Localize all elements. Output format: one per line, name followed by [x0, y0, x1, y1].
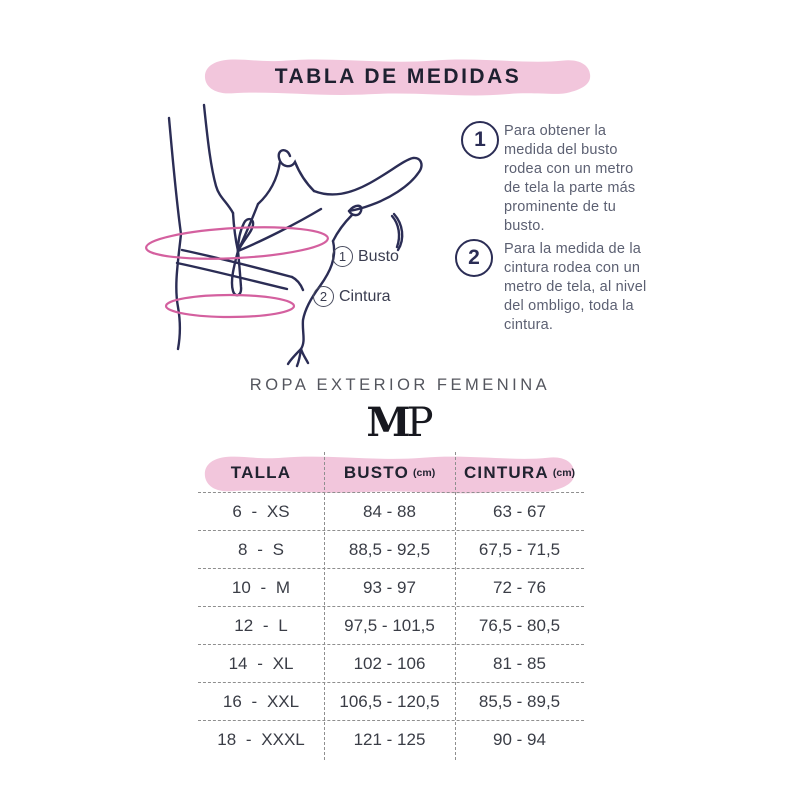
busto-header-unit: (cm)	[413, 467, 436, 479]
waist-number-badge: 2	[313, 286, 334, 307]
cell-talla: 10 - M	[231, 577, 291, 597]
waist-measure-ellipse	[166, 295, 294, 317]
cell-talla: 18 - XXXL	[217, 729, 305, 749]
cell-cintura: 76,5 - 80,5	[478, 615, 561, 635]
table-row	[198, 720, 584, 758]
column-header-cintura	[455, 450, 584, 496]
cell-busto: 106,5 - 120,5	[339, 691, 440, 711]
bust-number-badge: 1	[332, 246, 353, 267]
cell-busto: 121 - 125	[353, 729, 426, 749]
instruction-1-badge: 1	[461, 121, 499, 159]
cell-cintura: 72 - 76	[493, 577, 546, 597]
waist-label-text: Cintura	[339, 287, 391, 305]
cell-busto: 97,5 - 101,5	[344, 615, 435, 635]
cell-cintura: 85,5 - 89,5	[478, 691, 561, 711]
table-body	[198, 492, 584, 758]
cell-cintura: 67,5 - 71,5	[478, 539, 561, 559]
waist-callout	[313, 286, 391, 307]
cintura-header-unit: (cm)	[552, 467, 576, 479]
cell-cintura: 81 - 85	[493, 653, 546, 673]
size-table	[198, 450, 584, 765]
cell-cintura: 90 - 94	[493, 729, 546, 749]
cell-talla: 16 - XXL	[222, 691, 300, 711]
instruction-2-text: Para la medida de la cintura rodea con un metro de tela, al nivel del ombligo, toda la cintura.	[504, 241, 647, 333]
logo-letter-m: M	[366, 399, 411, 446]
table-row	[198, 644, 584, 682]
table-row	[198, 682, 584, 720]
cell-busto: 88,5 - 92,5	[348, 539, 431, 559]
instruction-1-text: Para obtener la medida del busto rodea con un metro de tela la parte más prominente de tu busto.	[504, 123, 636, 234]
talla-header-label: TALLA	[230, 463, 292, 482]
table-row	[198, 492, 584, 530]
busto-header-label: BUSTO	[343, 463, 410, 482]
cell-cintura: 63 - 67	[493, 501, 546, 521]
cell-busto: 102 - 106	[353, 653, 426, 673]
table-row	[198, 606, 584, 644]
cell-talla: 14 - XL	[228, 653, 294, 673]
title-banner	[202, 55, 594, 98]
measurement-diagram-illustration	[140, 100, 450, 370]
column-header-busto	[324, 450, 455, 496]
column-header-talla	[198, 450, 324, 496]
column-divider-1	[324, 452, 325, 760]
bust-callout	[332, 246, 399, 267]
cell-busto: 84 - 88	[363, 501, 416, 521]
logo-letter-p: P	[406, 400, 434, 446]
cell-busto: 93 - 97	[363, 577, 416, 597]
cintura-header-label: CINTURA	[463, 463, 549, 482]
table-row	[198, 530, 584, 568]
table-header-row	[198, 450, 584, 496]
bust-label-text: Busto	[358, 247, 399, 265]
cell-talla: 8 - S	[238, 539, 284, 559]
cell-talla: 6 - XS	[232, 501, 290, 521]
cell-talla: 12 - L	[234, 615, 288, 635]
brand-logo	[0, 399, 800, 446]
page-title: TABLA DE MEDIDAS	[274, 64, 522, 88]
section-heading: ROPA EXTERIOR FEMENINA	[249, 376, 551, 394]
instruction-2-badge: 2	[455, 239, 493, 277]
table-row	[198, 568, 584, 606]
column-divider-2	[455, 452, 456, 760]
